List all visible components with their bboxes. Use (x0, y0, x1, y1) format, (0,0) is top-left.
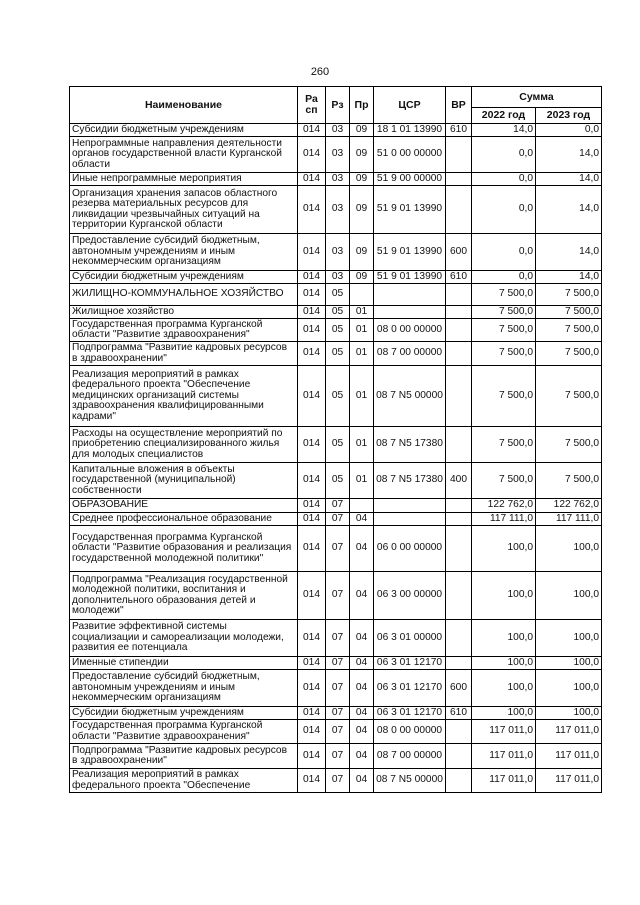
row-vr (446, 342, 472, 366)
row-value-2022: 100,0 (472, 670, 536, 707)
row-name: ЖИЛИЩНО-КОММУНАЛЬНОЕ ХОЗЯЙСТВО (70, 284, 298, 306)
table-row (70, 620, 602, 657)
row-name: Иные непрограммные мероприятия (70, 173, 298, 186)
row-vr (446, 137, 472, 173)
table-row (70, 124, 602, 137)
table-row (70, 513, 602, 526)
row-value-2022: 0,0 (472, 234, 536, 271)
table-row (70, 366, 602, 427)
row-value-2022: 7 500,0 (472, 463, 536, 499)
row-csr: 06 0 00 00000 (374, 526, 446, 572)
row-value-2023: 7 500,0 (536, 342, 602, 366)
row-pr: 09 (350, 124, 374, 137)
row-vr (446, 173, 472, 186)
row-value-2022: 0,0 (472, 137, 536, 173)
header-2023: 2023 год (536, 108, 602, 124)
row-pr: 09 (350, 173, 374, 186)
row-vr: 610 (446, 124, 472, 137)
row-value-2023: 7 500,0 (536, 463, 602, 499)
row-rz: 03 (326, 186, 350, 234)
row-csr: 08 7 N5 17380 (374, 427, 446, 463)
row-value-2022: 117 011,0 (472, 744, 536, 769)
row-value-2022: 7 500,0 (472, 366, 536, 427)
row-rz: 03 (326, 173, 350, 186)
row-value-2022: 122 762,0 (472, 499, 536, 513)
row-value-2022: 7 500,0 (472, 427, 536, 463)
row-pr: 09 (350, 186, 374, 234)
row-vr (446, 513, 472, 526)
row-rz: 03 (326, 234, 350, 271)
row-pr: 01 (350, 319, 374, 342)
row-csr: 06 3 00 00000 (374, 572, 446, 620)
row-csr: 06 3 01 12170 (374, 707, 446, 720)
row-rz: 07 (326, 513, 350, 526)
row-csr (374, 499, 446, 513)
table-row (70, 670, 602, 707)
row-value-2022: 117 011,0 (472, 769, 536, 793)
row-name: Подпрограмма "Реализация государственной молодежной политики, воспитания и дополнительного образования детей и молодежи" (70, 572, 298, 620)
row-value-2022: 100,0 (472, 620, 536, 657)
row-rz: 03 (326, 137, 350, 173)
row-rasp: 014 (298, 124, 326, 137)
row-rz: 07 (326, 499, 350, 513)
table-row (70, 720, 602, 744)
row-vr (446, 427, 472, 463)
table-row (70, 271, 602, 284)
row-vr (446, 620, 472, 657)
row-pr: 04 (350, 526, 374, 572)
table-row (70, 234, 602, 271)
row-rasp: 014 (298, 234, 326, 271)
row-csr: 51 9 01 13990 (374, 234, 446, 271)
row-name: Именные стипендии (70, 657, 298, 670)
row-csr: 06 3 01 12170 (374, 657, 446, 670)
row-value-2023: 14,0 (536, 234, 602, 271)
table-row (70, 707, 602, 720)
row-value-2022: 100,0 (472, 526, 536, 572)
row-value-2023: 117 011,0 (536, 744, 602, 769)
table-row (70, 342, 602, 366)
row-csr (374, 284, 446, 306)
table-row (70, 499, 602, 513)
row-vr (446, 572, 472, 620)
row-value-2022: 100,0 (472, 657, 536, 670)
row-name: Предоставление субсидий бюджетным, автономным учреждениям и иным некоммерческим организациям (70, 234, 298, 271)
row-rasp: 014 (298, 306, 326, 319)
row-rasp: 014 (298, 319, 326, 342)
row-rasp: 014 (298, 620, 326, 657)
row-value-2023: 14,0 (536, 186, 602, 234)
table-row (70, 306, 602, 319)
row-pr: 04 (350, 620, 374, 657)
row-rz: 03 (326, 124, 350, 137)
row-value-2022: 7 500,0 (472, 306, 536, 319)
row-rz: 07 (326, 620, 350, 657)
row-csr: 08 0 00 00000 (374, 720, 446, 744)
budget-table (69, 86, 602, 793)
row-vr (446, 366, 472, 427)
table-row (70, 572, 602, 620)
table-row (70, 744, 602, 769)
header-sum: Сумма (472, 87, 602, 108)
row-rasp: 014 (298, 284, 326, 306)
row-vr (446, 657, 472, 670)
row-name: Государственная программа Курганской области "Развитие здравоохранения" (70, 319, 298, 342)
row-rasp: 014 (298, 137, 326, 173)
row-vr (446, 499, 472, 513)
row-value-2023: 100,0 (536, 670, 602, 707)
row-value-2022: 7 500,0 (472, 342, 536, 366)
row-name: Организация хранения запасов областного резерва материальных ресурсов для ликвидации чрезвычайных ситуаций на территории Курганской области (70, 186, 298, 234)
row-vr (446, 720, 472, 744)
row-pr: 04 (350, 670, 374, 707)
header-vr: ВР (446, 87, 472, 124)
row-rasp: 014 (298, 427, 326, 463)
row-pr: 09 (350, 271, 374, 284)
row-value-2023: 14,0 (536, 271, 602, 284)
row-name: Субсидии бюджетным учреждениям (70, 271, 298, 284)
row-rasp: 014 (298, 366, 326, 427)
row-rz: 05 (326, 306, 350, 319)
header-csr: ЦСР (374, 87, 446, 124)
row-value-2023: 7 500,0 (536, 366, 602, 427)
row-value-2023: 117 011,0 (536, 720, 602, 744)
table-row (70, 427, 602, 463)
table-row (70, 657, 602, 670)
row-value-2023: 100,0 (536, 572, 602, 620)
row-pr: 01 (350, 366, 374, 427)
row-csr: 08 7 00 00000 (374, 744, 446, 769)
row-name: Реализация мероприятий в рамках федерального проекта "Обеспечение (70, 769, 298, 793)
row-pr: 09 (350, 234, 374, 271)
row-vr (446, 284, 472, 306)
row-pr: 04 (350, 707, 374, 720)
row-vr: 600 (446, 234, 472, 271)
row-vr (446, 186, 472, 234)
row-pr: 04 (350, 657, 374, 670)
row-name: Расходы на осуществление мероприятий по приобретению специализированного жилья для молодых специалистов (70, 427, 298, 463)
row-value-2022: 0,0 (472, 186, 536, 234)
row-name: Жилищное хозяйство (70, 306, 298, 319)
row-rz: 05 (326, 366, 350, 427)
row-rz: 05 (326, 342, 350, 366)
header-rasp: Ра сп (298, 87, 326, 124)
row-rz: 05 (326, 463, 350, 499)
row-value-2022: 100,0 (472, 572, 536, 620)
header-pr: Пр (350, 87, 374, 124)
row-pr: 04 (350, 769, 374, 793)
row-value-2023: 122 762,0 (536, 499, 602, 513)
row-pr: 01 (350, 306, 374, 319)
row-pr: 04 (350, 513, 374, 526)
row-pr (350, 284, 374, 306)
row-rz: 07 (326, 707, 350, 720)
row-value-2022: 14,0 (472, 124, 536, 137)
header-name: Наименование (70, 87, 298, 124)
table-row (70, 284, 602, 306)
row-rasp: 014 (298, 670, 326, 707)
row-rz: 03 (326, 271, 350, 284)
row-pr: 01 (350, 427, 374, 463)
row-rz: 07 (326, 670, 350, 707)
table-row (70, 137, 602, 173)
row-rasp: 014 (298, 526, 326, 572)
row-name: Субсидии бюджетным учреждениям (70, 707, 298, 720)
row-name: Государственная программа Курганской области "Развитие образования и реализация государственной молодежной политики" (70, 526, 298, 572)
row-rasp: 014 (298, 513, 326, 526)
row-value-2022: 7 500,0 (472, 284, 536, 306)
row-name: Подпрограмма "Развитие кадровых ресурсов в здравоохранении" (70, 744, 298, 769)
row-value-2022: 7 500,0 (472, 319, 536, 342)
row-name: Среднее профессиональное образование (70, 513, 298, 526)
row-rasp: 014 (298, 271, 326, 284)
row-name: ОБРАЗОВАНИЕ (70, 499, 298, 513)
row-value-2023: 117 111,0 (536, 513, 602, 526)
row-rasp: 014 (298, 769, 326, 793)
header-2022: 2022 год (472, 108, 536, 124)
row-pr: 01 (350, 463, 374, 499)
row-vr: 600 (446, 670, 472, 707)
row-pr: 09 (350, 137, 374, 173)
row-vr (446, 319, 472, 342)
row-vr: 400 (446, 463, 472, 499)
row-rz: 07 (326, 769, 350, 793)
header-rz: Рз (326, 87, 350, 124)
row-name: Непрограммные направления деятельности органов государственной власти Курганской области (70, 137, 298, 173)
row-vr: 610 (446, 271, 472, 284)
row-csr (374, 306, 446, 319)
row-value-2023: 14,0 (536, 137, 602, 173)
row-csr: 51 9 01 13990 (374, 271, 446, 284)
table-row (70, 769, 602, 793)
table-row (70, 463, 602, 499)
table-row (70, 526, 602, 572)
row-value-2023: 117 011,0 (536, 769, 602, 793)
row-rz: 07 (326, 572, 350, 620)
row-value-2023: 100,0 (536, 526, 602, 572)
row-value-2022: 117 111,0 (472, 513, 536, 526)
row-rz: 05 (326, 319, 350, 342)
row-value-2023: 100,0 (536, 657, 602, 670)
row-rasp: 014 (298, 657, 326, 670)
row-value-2023: 0,0 (536, 124, 602, 137)
row-csr: 08 7 N5 17380 (374, 463, 446, 499)
table-body (70, 124, 602, 793)
row-rasp: 014 (298, 173, 326, 186)
row-rz: 05 (326, 427, 350, 463)
row-csr: 08 7 00 00000 (374, 342, 446, 366)
row-rasp: 014 (298, 463, 326, 499)
row-vr (446, 526, 472, 572)
row-name: Развитие эффективной системы социализации и самореализации молодежи, развития ее потенциала (70, 620, 298, 657)
row-value-2023: 14,0 (536, 173, 602, 186)
row-vr (446, 769, 472, 793)
row-name: Предоставление субсидий бюджетным, автономным учреждениям и иным некоммерческим организациям (70, 670, 298, 707)
table-row (70, 173, 602, 186)
row-rz: 07 (326, 744, 350, 769)
row-value-2023: 100,0 (536, 620, 602, 657)
row-pr: 01 (350, 342, 374, 366)
row-csr: 18 1 01 13990 (374, 124, 446, 137)
row-pr (350, 499, 374, 513)
row-csr: 51 9 00 00000 (374, 173, 446, 186)
row-csr: 06 3 01 00000 (374, 620, 446, 657)
row-rasp: 014 (298, 499, 326, 513)
row-rasp: 014 (298, 744, 326, 769)
row-value-2022: 0,0 (472, 173, 536, 186)
row-csr: 08 0 00 00000 (374, 319, 446, 342)
row-name: Субсидии бюджетным учреждениям (70, 124, 298, 137)
row-rasp: 014 (298, 720, 326, 744)
row-value-2023: 100,0 (536, 707, 602, 720)
row-name: Реализация мероприятий в рамках федерального проекта "Обеспечение медицинских организаций системы здравоохранения квалифицированными кадрами" (70, 366, 298, 427)
row-value-2022: 100,0 (472, 707, 536, 720)
row-pr: 04 (350, 572, 374, 620)
row-rz: 07 (326, 657, 350, 670)
row-rasp: 014 (298, 342, 326, 366)
row-csr: 51 0 00 00000 (374, 137, 446, 173)
row-value-2023: 7 500,0 (536, 427, 602, 463)
row-value-2023: 7 500,0 (536, 319, 602, 342)
row-name: Государственная программа Курганской области "Развитие здравоохранения" (70, 720, 298, 744)
row-csr: 51 9 01 13990 (374, 186, 446, 234)
row-vr (446, 306, 472, 319)
row-value-2023: 7 500,0 (536, 306, 602, 319)
row-csr: 08 7 N5 00000 (374, 366, 446, 427)
row-rasp: 014 (298, 186, 326, 234)
page-number: 260 (310, 66, 330, 78)
table-row (70, 319, 602, 342)
row-vr: 610 (446, 707, 472, 720)
table-row (70, 186, 602, 234)
row-value-2022: 0,0 (472, 271, 536, 284)
row-value-2023: 7 500,0 (536, 284, 602, 306)
row-csr (374, 513, 446, 526)
row-rasp: 014 (298, 707, 326, 720)
row-pr: 04 (350, 720, 374, 744)
row-csr: 08 7 N5 00000 (374, 769, 446, 793)
row-rasp: 014 (298, 572, 326, 620)
row-rz: 07 (326, 720, 350, 744)
row-rz: 05 (326, 284, 350, 306)
row-name: Капитальные вложения в объекты государственной (муниципальной) собственности (70, 463, 298, 499)
row-value-2022: 117 011,0 (472, 720, 536, 744)
row-rz: 07 (326, 526, 350, 572)
row-name: Подпрограмма "Развитие кадровых ресурсов в здравоохранении" (70, 342, 298, 366)
row-vr (446, 744, 472, 769)
row-pr: 04 (350, 744, 374, 769)
row-csr: 06 3 01 12170 (374, 670, 446, 707)
